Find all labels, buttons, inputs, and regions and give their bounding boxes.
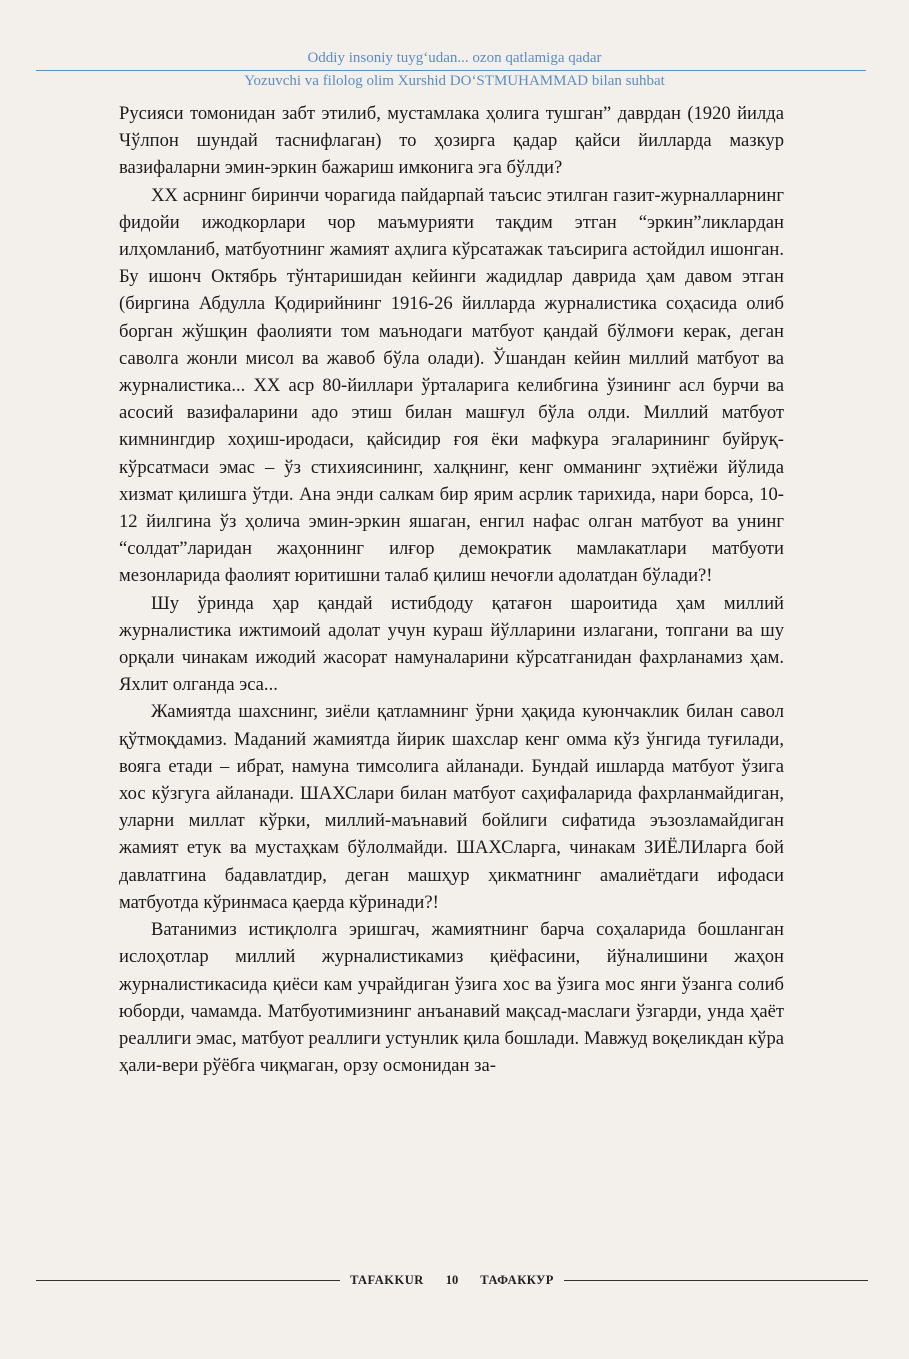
- page-number: 10: [445, 1272, 459, 1287]
- paragraph-5: Ватанимиз истиқлолга эришгач, жамиятнинг барча соҳаларида бошланган ислоҳотлар миллий журналистикамиз қиёфасини, йўналишини жаҳон журналистикасида қиёси кам учрайдиган ўзига хос ва ўзига мос янги ўзанга солиб юборди, чамамда. Матбуотимизнинг анъанавий мақсад-маслаги ўзгарди, унда ҳаёт реаллиги эмас, матбуот реаллиги устунлик қила бошлади. Мавжуд воқеликдан кўра ҳали-вери рўёбга чиқмаган, орзу осмонидан за-: [119, 919, 784, 1077]
- header-subtitle: Yozuvchi va filolog olim Xurshid DO‘STMUHAMMAD bilan suhbat: [244, 73, 665, 89]
- header-title: Oddiy insoniy tuyg‘udan... ozon qatlamiga qadar: [307, 50, 602, 66]
- paragraph-4: Жамиятда шахснинг, зиёли қатламнинг ўрни ҳақида куюнчаклик билан савол қўтмоқдамиз. Маданий жамиятда йирик шахслар кенг омма кўз ўнгида туғилади, вояга етади – ибрат, намуна тимсолига айланади. Бундай ишларда матбуот ўзига хос кўзгуга айланади. ШАХСлари билан матбуот саҳифаларида фахрланмайдиган, уларни миллат кўрки, миллий-маънавий бойлиги сифатида эъзозламайдиган жамият етук ва мустаҳкам бўлолмайди. ШАХСларга, чинакам ЗИЁЛИларга бой давлатгина бадавлатдир, деган машҳур ҳикматнинг амалиётдаги ифодаси матбуотда кўринмаса қаерда кўринади?!: [119, 701, 784, 913]
- article-body: [119, 100, 784, 1079]
- page-footer: [36, 1268, 868, 1292]
- paragraph-3: Шу ўринда ҳар қандай истибдоду қатағон шароитида ҳам миллий журналистика ижтимоий адолат учун кураш йўлларини излагани, топгани ва шу орқали чинакам ижодий жасорат намуналарини кўрсатганидан фахрланамиз ҳам. Яхлит олганда эса...: [119, 592, 784, 696]
- footer-label-cyrillic: ТАФАККУР: [480, 1272, 554, 1287]
- paragraph-1: Русияси томонидан забт этилиб, мустамлака ҳолига тушган” даврдан (1920 йилда Чўлпон шундай таснифлаган) то ҳозирга қадар қайси йилларда мазкур вазифаларни эмин-эркин бажариш имконига эга бўлди?: [119, 103, 784, 179]
- header-rule: [36, 70, 866, 71]
- footer-label-latin: TAFAKKUR: [350, 1272, 424, 1287]
- running-header: [0, 48, 909, 91]
- footer-rule-left: [36, 1280, 340, 1281]
- paragraph-2: XX асрнинг биринчи чорагида пайдарпай таъсис этилган газит-журналларнинг фидойи ижодкорлари чор маъмурияти тақдим этган “эркин”ликлардан илҳомланиб, матбуотнинг жамият аҳлига кўрсатажак таъсирига астойдил ишонган. Бу ишонч Октябрь тўнтаришидан кейинги жадидлар даврида ҳам давом этган (биргина Абдулла Қодирийнинг 1916-26 йилларда журналистика соҳасида олиб борган жўшқин фаолияти том маънодаги матбуот қандай бўлмоғи керак, деган саволга жонли мисол ва жавоб бўла олади). Ўшандан кейин миллий матбуот ва журналистика... XX аср 80-йиллари ўрталарига келибгина ўзининг асл бурчи ва асосий вазифаларини адо этиш билан машғул бўла олди. Миллий матбуот кимнингдир хоҳиш-иродаси, қайсидир ғоя ёки мафкура эгаларининг буйруқ-кўрсатмаси эмас – ўз стихиясининг, халқнинг, кенг омманинг эҳтиёжи йўлида хизмат қилишга ўтди. Ана энди салкам бир ярим асрлик тарихида, нари борса, 10-12 йилгина ўз ҳолича эмин-эркин яшаган, енгил нафас олган матбуот ва унинг “солдат”ларидан жаҳоннинг илғор демократик мамлакатлари матбуоти мезонларида фаолият юритишни талаб қилиш нечоғли адолатдан бўлади?!: [119, 184, 784, 587]
- footer-rule-right: [564, 1280, 868, 1281]
